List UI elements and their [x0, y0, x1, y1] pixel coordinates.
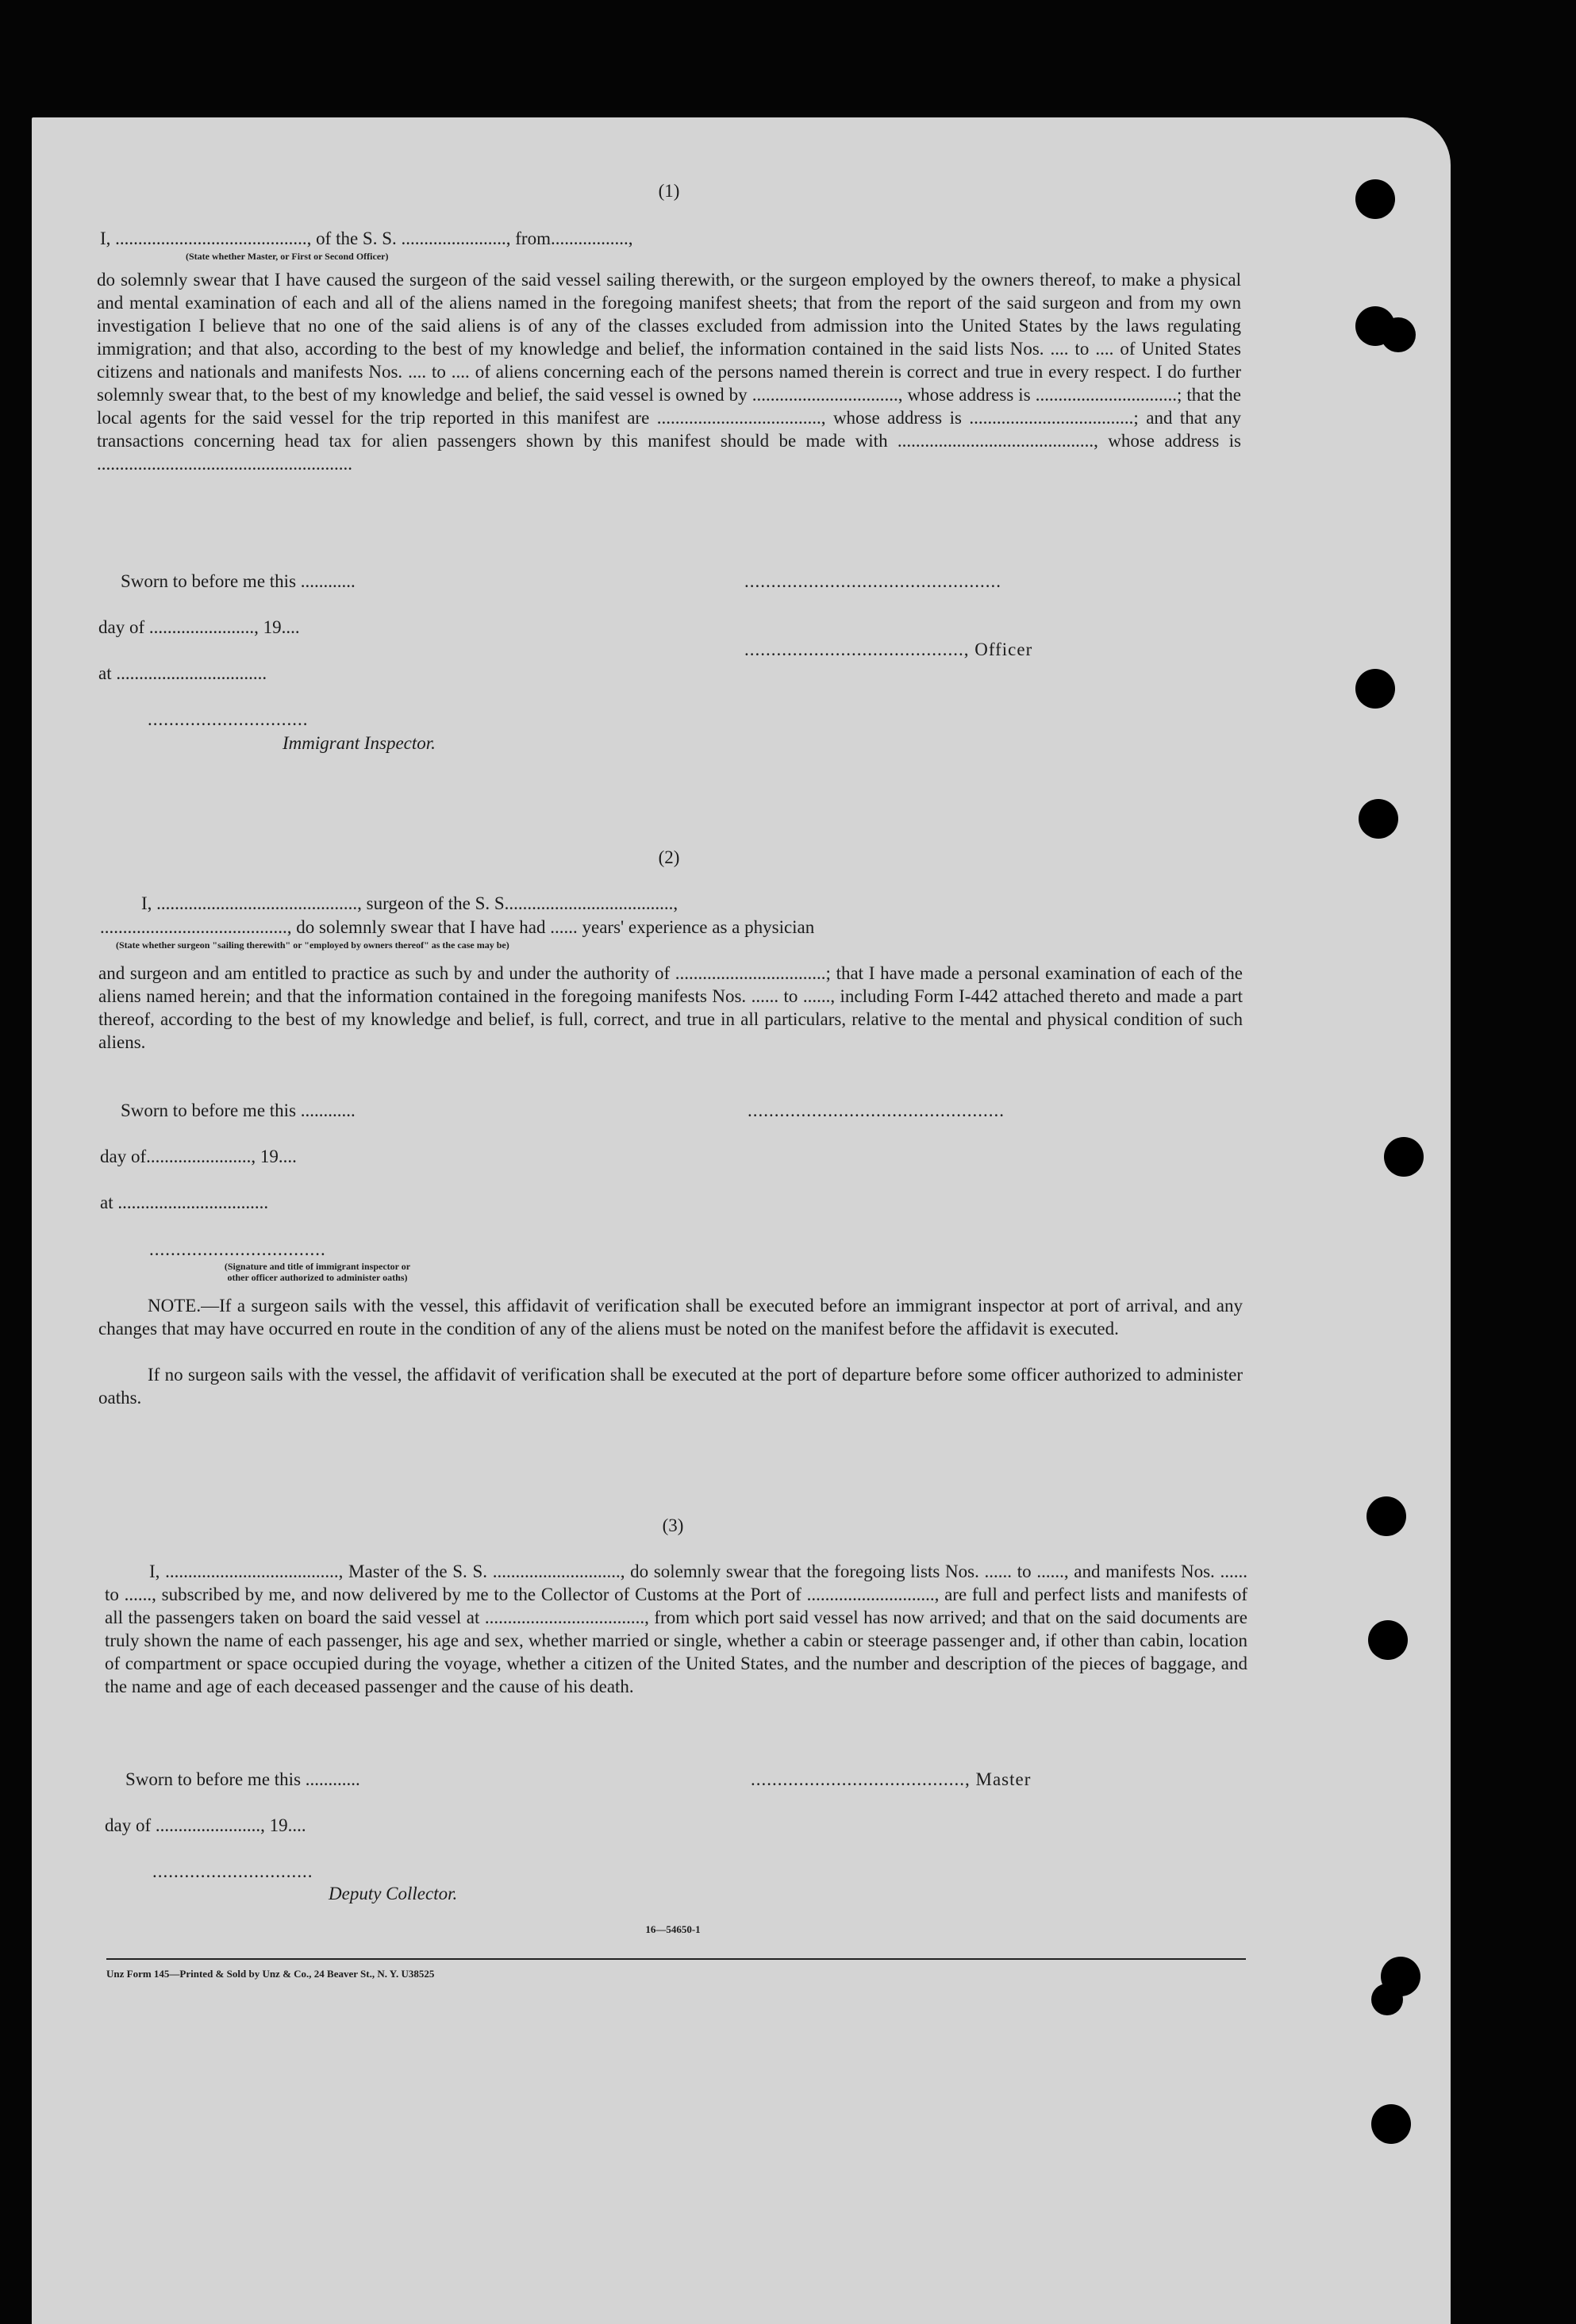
section-2-sworn: Sworn to before me this ............ [121, 1101, 356, 1120]
section-2-paragraph: and surgeon and am entitled to practice as such by and under the authority of .................................; that I have made a personal examination of each of the aliens named herein; and that the information contained in the foregoing manifests Nos. ...... to ......, including Form I-442 attached thereto and made a part thereof, according to the best of my knowledge and belief, is full, correct, and true in all particulars, relative to the mental and physical condition of such aliens. [98, 963, 1243, 1052]
binder-hole-4 [1359, 799, 1398, 839]
section-1-sworn: Sworn to before me this ............ [121, 571, 356, 591]
section-1-number: (1) [658, 181, 680, 201]
section-1-officer [744, 638, 1032, 661]
section-2-signature-dots: ................................................ [748, 1101, 1005, 1120]
section-2-sign-caption-2: other officer authorized to administer oaths) [227, 1272, 408, 1283]
section-2-note-2: If no surgeon sails with the vessel, the affidavit of verification shall be executed at the port of departure before some officer authorized to administer oaths. [98, 1365, 1243, 1408]
section-2-line-caption: (State whether surgeon "sailing therewith" or "employed by owners thereof" as the case may be) [116, 939, 509, 951]
binder-hole-9 [1371, 2104, 1411, 2144]
binder-hole-8b [1371, 1984, 1403, 2015]
section-2-note-1: NOTE.—If a surgeon sails with the vessel, this affidavit of verification shall be executed before an immigrant inspector at port of arrival, and any changes that may have occurred en route in the condition of any of the aliens must be noted on the manifest before the affidavit is executed. [98, 1296, 1243, 1339]
printer-credit: Unz Form 145—Printed & Sold by Unz & Co., 24 Beaver St., N. Y. U38525 [106, 1968, 435, 1980]
section-3-deputy-dots: .............................. [152, 1861, 313, 1881]
section-1-signature-dots: ................................................ [744, 571, 1001, 591]
section-2-day: day of......................., 19.... [100, 1147, 297, 1166]
section-3-sworn: Sworn to before me this ............ [125, 1769, 360, 1789]
section-2-sign-caption-1: (Signature and title of immigrant inspector or [224, 1261, 411, 1272]
section-2-number: (2) [658, 847, 680, 867]
section-3-day: day of ......................., 19.... [105, 1815, 306, 1835]
section-1-at: at ................................. [98, 663, 267, 683]
binder-hole-3 [1355, 669, 1395, 709]
officer-line: ........................................., Officer [744, 640, 1033, 659]
binder-hole-2b [1381, 317, 1416, 352]
section-1-inspector-dots: .............................. [148, 709, 309, 729]
section-3-number: (3) [662, 1515, 684, 1535]
binder-hole-7 [1368, 1620, 1408, 1660]
form-code: 16—54650-1 [645, 1923, 701, 1935]
binder-hole-5 [1384, 1137, 1424, 1177]
section-3-deputy-label: Deputy Collector. [329, 1884, 458, 1903]
section-2-sign-dots: ................................. [149, 1239, 326, 1259]
section-1-first-line: I, .........................................., of the S. S. ......................., from................., [100, 229, 633, 248]
section-2-first-line: I, ............................................, surgeon of the S. S....................................., [141, 893, 678, 913]
section-1-inspector-label: Immigrant Inspector. [283, 733, 436, 753]
section-2-at: at ................................. [100, 1193, 269, 1212]
section-3-paragraph: I, ......................................, Master of the S. S. ............................, do solemnly swear that the foregoing lists Nos. ...... to ......, and manifests Nos. ...... to ......, subscribed by me, and now delivered by me to the Collector of Customs at the Port of ............................, are full and perfect lists and manifests of all the passengers taken on board the said vessel at ..................................., from which port said vessel has now arrived; and that on the said documents are truly shown the name of each passenger, his age and sex, whether married or single, whether a cabin or steerage passenger and, if other than cabin, location of compartment or space occupied during the voyage, whether a citizen of the United States, and the number and description of the pieces of baggage, and the name and age of each deceased passenger and the cause of his death. [105, 1561, 1247, 1696]
section-2-second-line: ........................................., do solemnly swear that I have had ...... years' experience as a physician [100, 917, 815, 937]
section-1-day: day of ......................., 19.... [98, 617, 300, 637]
section-1-paragraph: do solemnly swear that I have caused the surgeon of the said vessel sailing therewith, or the surgeon employed by the owners thereof, to make a physical and mental examination of each and all of the aliens named in the foregoing manifest sheets; that from the report of the said surgeon and from my own investigation I believe that no one of the said aliens is of any of the classes excluded from admission into the United States by the laws regulating immigration; and that also, according to the best of my knowledge and belief, the information contained in the said lists Nos. .... to .... of United States citizens and nationals and manifests Nos. .... to .... of aliens concerning each of the persons named therein is correct and true in every respect. I do further solemnly swear that, to the best of my knowledge and belief, the said vessel is owned by ................................, whose address is ...............................; that the local agents for the said vessel for the trip reported in this manifest are ...................................., whose address is ....................................; and that any transactions concerning head tax for alien passengers shown by this manifest should be made with ..........................................., whose address is ........................................................ [97, 270, 1241, 474]
binder-hole-6 [1367, 1496, 1406, 1536]
footer-rule [106, 1958, 1246, 1960]
section-3-master: ........................................, Master [751, 1769, 1032, 1789]
binder-hole-1 [1355, 179, 1395, 219]
section-1-line-caption: (State whether Master, or First or Second Officer) [186, 251, 389, 262]
